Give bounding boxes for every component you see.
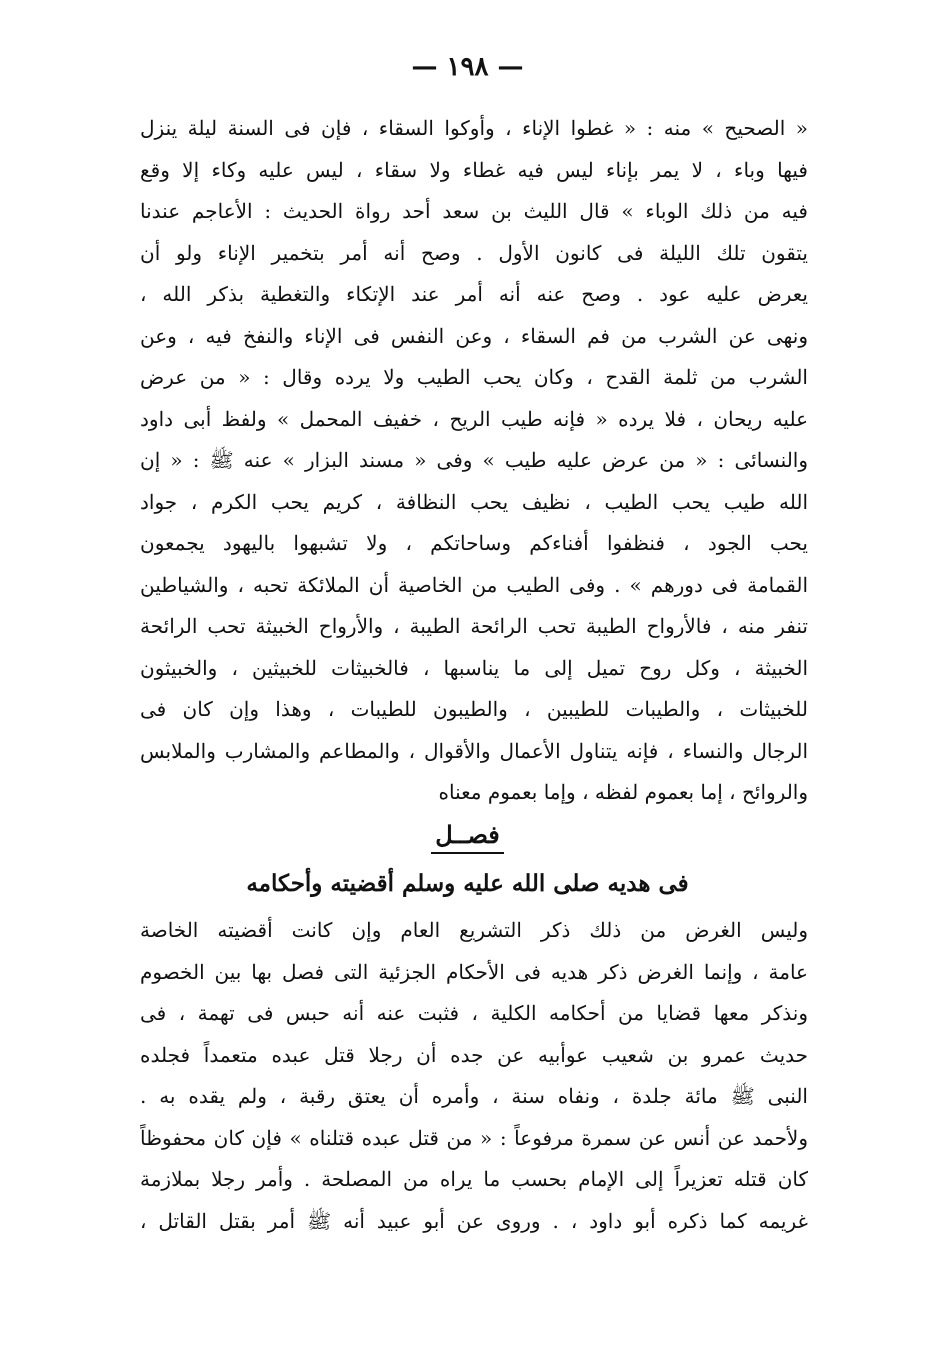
text-line: الشرب من ثلمة القدح ، وكان يحب الطيب ولا يرده وقال : « من عرض <box>140 365 808 389</box>
text-line: ونهى عن الشرب من فم السقاء ، وعن النفس فى الإناء والنفخ فيه ، وعن <box>140 323 808 348</box>
text-line: يحب الجود ، فنظفوا أفناءكم وساحاتكم ، ولا تشبهوا باليهود يجمعون <box>140 531 808 555</box>
text-line: غريمه كما ذكره أبو داود ، . وروى عن أبو عبيد أنه ﷺ أمر بقتل القاتل ، <box>140 1208 808 1233</box>
text-line: حديث عمرو بن شعيب عوأبيه عن جده أن رجلا قتل عبده متعمداً فجلده <box>140 1042 808 1067</box>
text-line: ولأحمد عن أنس عن سمرة مرفوعاً : « من قتل عبده قتلناه » فإن كان محفوظاً <box>140 1125 808 1150</box>
text-line: تنفر منه ، فالأرواح الطيبة تحب الرائحة الطيبة ، والأرواح الخبيثة تحب الرائحة <box>140 614 808 638</box>
text-line: النبى ﷺ مائة جلدة ، ونفاه سنة ، وأمره أن يعتق رقبة ، ولم يقده به . <box>140 1084 808 1108</box>
text-line: القمامة فى دورهم » . وفى الطيب من الخاصية أن الملائكة تحبه ، والشياطين <box>140 572 808 597</box>
text-line: الرجال والنساء ، فإنه يتناول الأعمال والأقوال ، والمطاعم والمشارب والملابس <box>140 738 808 763</box>
text-line: للخبيثات ، والطيبات للطيبين ، والطيبون للطيبات ، وهذا وإن كان فى <box>140 697 808 721</box>
text-line: « الصحيح » منه : « غطوا الإناء ، وأوكوا السقاء ، فإن فى السنة ليلة ينزل <box>140 116 808 140</box>
text-line: كان قتله تعزيراً إلى الإمام بحسب ما يراه من المصلحة . وأمر رجلا بملازمة <box>140 1167 808 1191</box>
text-line: يعرض عليه عود . وصح عنه أنه أمر عند الإتكاء والتغطية بذكر الله ، <box>140 282 808 306</box>
text-line: والروائح ، إما بعموم لفظه ، وإما بعموم معناه <box>438 780 808 804</box>
text-line: وليس الغرض من ذلك ذكر التشريع العام وإن كانت أقضيته الخاصة <box>140 918 808 942</box>
text-line: فيه من ذلك الوباء » قال الليث بن سعد أحد رواة الحديث : الأعاجم عندنا <box>140 199 808 223</box>
paragraph-judgements <box>140 910 808 1242</box>
text-line: عامة ، وإنما الغرض ذكر هديه فى الأحكام الجزئية التى فصل بها بين الخصوم <box>140 959 808 984</box>
text-line: الله طيب يحب الطيب ، نظيف يحب النظافة ، كريم يحب الكرم ، جواد <box>140 489 808 514</box>
text-line: عليه ريحان ، فلا يرده « فإنه طيب الريح ، خفيف المحمل » ولفظ أبى داود <box>140 406 808 431</box>
text-line: ونذكر معها قضايا من أحكامه الكلية ، فثبت عنه أنه حبس فى تهمة ، فى <box>140 1001 808 1025</box>
text-line: والنسائى : « من عرض عليه طيب » وفى « مسند البزار » عنه ﷺ : « إن <box>140 448 808 472</box>
text-line: يتقون تلك الليلة فى كانون الأول . وصح أنه أمر بتخمير الإناء ولو أن <box>140 240 808 265</box>
text-line: فيها وباء ، لا يمر بإناء ليس فيه غطاء ولا سقاء ، ليس عليه وكاء إلا وقع <box>140 157 808 182</box>
section-title: فى هديه صلى الله عليه وسلم أقضيته وأحكامه <box>246 870 689 897</box>
section-heading-label: فصــل <box>431 818 504 854</box>
text-line: الخبيثة ، وكل روح تميل إلى ما يناسبها ، فالخبيثات للخبيثين ، والخبيثون <box>140 655 808 680</box>
page-number: — ١٩٨ — <box>411 52 524 82</box>
section-heading <box>0 818 935 854</box>
paragraph-hygiene-and-perfume <box>140 108 808 814</box>
